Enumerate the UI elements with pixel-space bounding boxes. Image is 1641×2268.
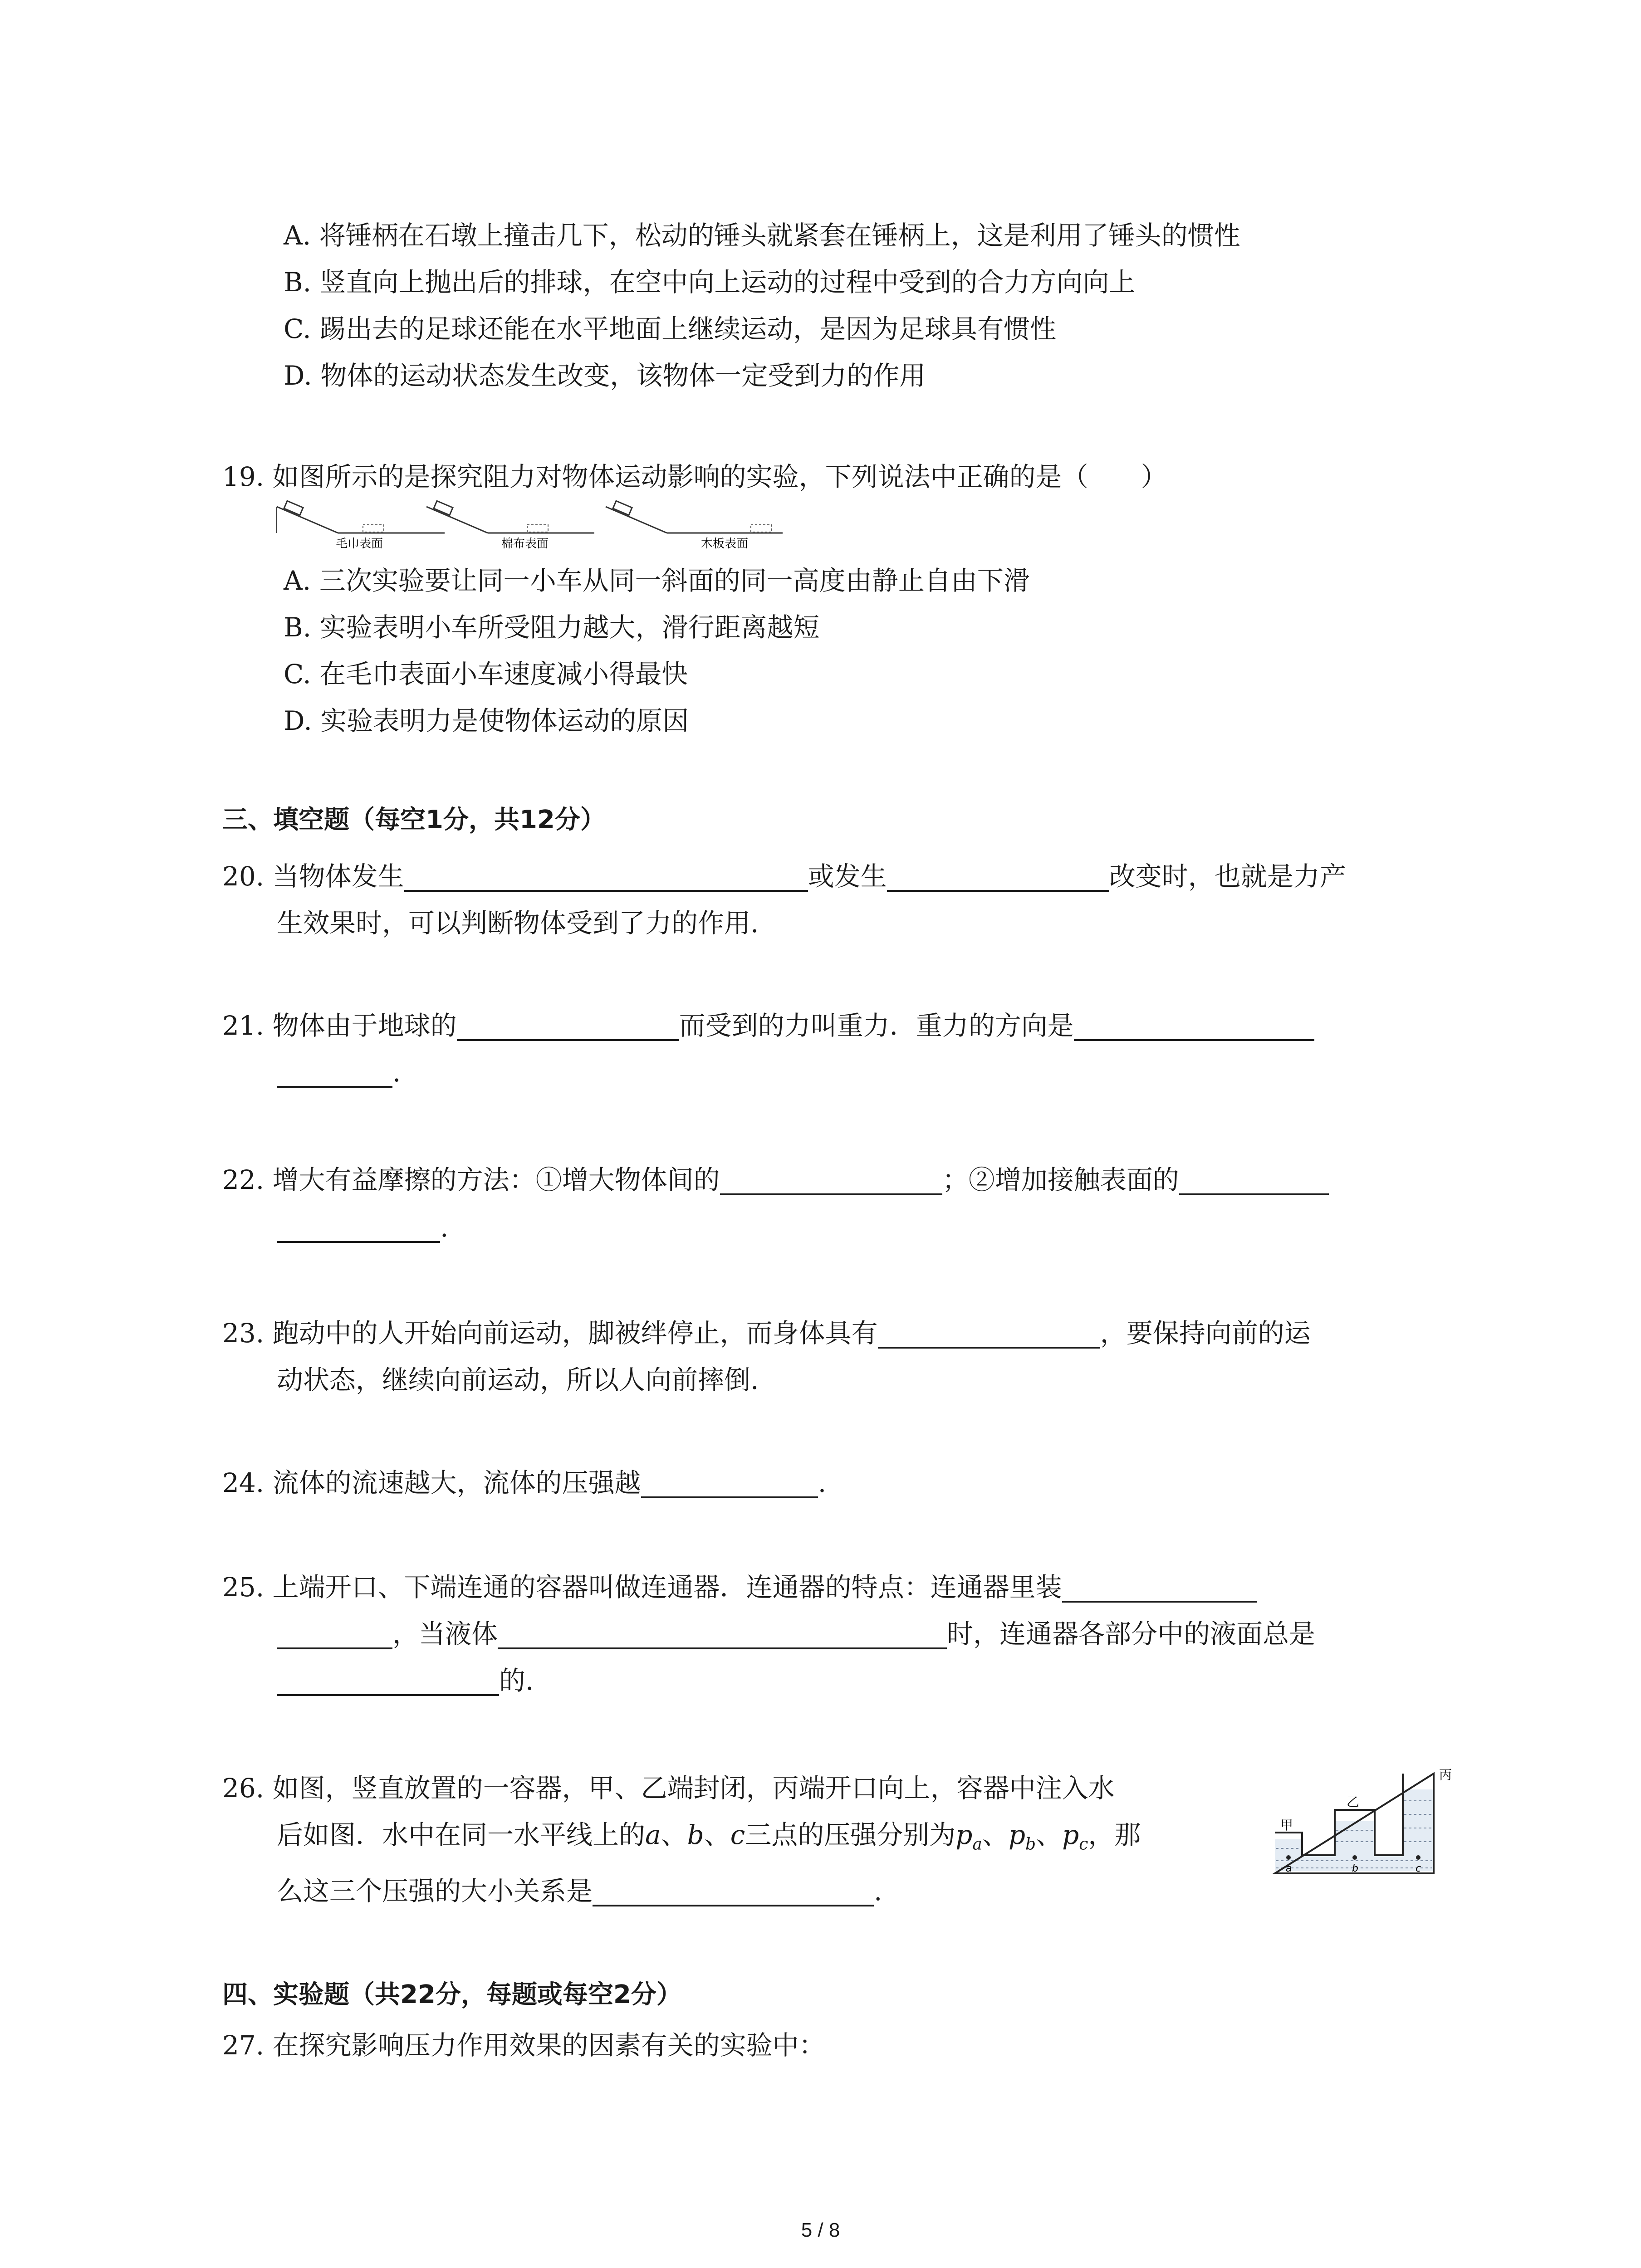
- label-bing: 丙: [1439, 1767, 1452, 1782]
- q19-option-a: A. 三次实验要让同一小车从同一斜面的同一高度由静止自由下滑: [284, 565, 1030, 596]
- q26-sep-2: 、: [704, 1819, 730, 1850]
- q23-text-a: 23. 跑动中的人开始向前运动，脚被绊停止，而身体具有: [222, 1318, 878, 1349]
- q18-option-d: D. 物体的运动状态发生改变，该物体一定受到力的作用: [284, 360, 926, 391]
- q23-text-b: ，要保持向前的运: [1100, 1318, 1311, 1349]
- q26-blank-1[interactable]: [593, 1880, 874, 1906]
- ramp-wood: [606, 501, 783, 551]
- q18-option-b: B. 竖直向上抛出后的排球，在空中向上运动的过程中受到的合力方向向上: [284, 267, 1136, 298]
- p-a: [955, 1819, 982, 1854]
- q24-text-a: 24. 流体的流速越大，流体的压强越: [222, 1467, 641, 1498]
- q24-line1: [222, 1467, 827, 1498]
- q20-text-c: 改变时，也就是力产: [1109, 861, 1346, 892]
- q22-blank-1[interactable]: [720, 1169, 942, 1195]
- p-c: [1062, 1819, 1088, 1854]
- surface-label-wood: 木板表面: [701, 537, 749, 551]
- q19-stem: 19. 如图所示的是探究阻力对物体运动影响的实验，下列说法中正确的是（ ）: [222, 461, 1167, 492]
- surface-label-towel: 毛巾表面: [336, 537, 383, 551]
- q20-line2: 生效果时，可以判断物体受到了力的作用.: [277, 908, 759, 938]
- q26-text-b3: ，那: [1088, 1819, 1141, 1850]
- q23-line1: [222, 1320, 1311, 1349]
- q25-line3: [277, 1667, 534, 1696]
- q21-end: .: [392, 1057, 401, 1088]
- q18-option-a: A. 将锤柄在石墩上撞击几下，松动的锤头就紧套在锤柄上，这是利用了锤头的惯性: [284, 220, 1240, 251]
- q22-end: .: [440, 1212, 449, 1243]
- q25-blank-2[interactable]: [498, 1623, 947, 1649]
- q21-line2: [277, 1059, 401, 1088]
- ramp-cotton: [426, 501, 594, 551]
- q22-blank-2-cont[interactable]: [277, 1217, 440, 1243]
- q21-text-a: 21. 物体由于地球的: [222, 1010, 457, 1041]
- q26-container-figure: [1270, 1765, 1456, 1882]
- q22-text-a: 22. 增大有益摩擦的方法：①增大物体间的: [222, 1164, 720, 1195]
- q25-text-d: 的.: [499, 1665, 534, 1696]
- q25-text-b: ，当液体: [392, 1618, 498, 1649]
- q23-line2: 动状态，继续向前运动，所以人向前摔倒.: [277, 1364, 759, 1395]
- q20-text-b: 或发生: [808, 861, 887, 892]
- point-c: [1416, 1855, 1421, 1860]
- q25-text-c: 时，连通器各部分中的液面总是: [947, 1618, 1316, 1649]
- q27-stem: 27. 在探究影响压力作用效果的因素有关的实验中：: [222, 2030, 825, 2061]
- p-c-symbol: p: [1062, 1819, 1079, 1850]
- point-b-label: b: [1352, 1863, 1358, 1874]
- point-b: [1352, 1855, 1357, 1860]
- q25-text-a: 25. 上端开口、下端连通的容器叫做连通器．连通器的特点：连通器里装: [222, 1572, 1062, 1603]
- q25-line2: [277, 1618, 1316, 1649]
- q26-end: .: [874, 1876, 882, 1906]
- q24-blank-1[interactable]: [641, 1472, 818, 1498]
- label-yi: 乙: [1347, 1794, 1360, 1809]
- ramp-towel: [277, 501, 445, 551]
- q26-line3: [277, 1878, 882, 1906]
- q20-text-a: 20. 当物体发生: [222, 861, 404, 892]
- q21-blank-2-cont[interactable]: [277, 1061, 392, 1088]
- q26-text-c: 么这三个压强的大小关系是: [277, 1876, 593, 1906]
- point-a: [1286, 1855, 1291, 1860]
- q25-blank-1-cont[interactable]: [277, 1623, 392, 1649]
- q24-end: .: [818, 1467, 827, 1498]
- label-jia: 甲: [1280, 1818, 1293, 1833]
- p-a-subscript: a: [972, 1835, 982, 1854]
- q26-sep-3: 、: [982, 1819, 1009, 1850]
- q22-line1: [222, 1164, 1329, 1195]
- var-b: b: [687, 1819, 704, 1850]
- q26-text-b1: 后如图．水中在同一水平线上的: [277, 1819, 646, 1850]
- q25-blank-3[interactable]: [277, 1670, 499, 1696]
- q21-line1: [222, 1012, 1314, 1041]
- p-b-symbol: p: [1008, 1819, 1026, 1850]
- q20-blank-2[interactable]: [887, 865, 1109, 892]
- q21-blank-2[interactable]: [1074, 1015, 1314, 1041]
- q26-line2: [277, 1819, 1141, 1854]
- section-3-heading: 三、填空题（每空1分，共12分）: [222, 805, 606, 835]
- q25-line1: [222, 1574, 1257, 1603]
- p-b: [1008, 1819, 1036, 1854]
- q21-blank-1[interactable]: [457, 1015, 679, 1041]
- surface-label-cotton: 棉布表面: [501, 537, 549, 551]
- q18-option-c: C. 踢出去的足球还能在水平地面上继续运动，是因为足球具有惯性: [284, 313, 1057, 344]
- point-c-label: c: [1416, 1863, 1421, 1874]
- point-a-label: a: [1286, 1863, 1292, 1874]
- q26-sep-4: 、: [1036, 1819, 1063, 1850]
- p-b-subscript: b: [1025, 1835, 1036, 1854]
- q20-line1: [222, 863, 1346, 892]
- page-number: 5 / 8: [801, 2219, 840, 2241]
- section-4-heading: 四、实验题（共22分，每题或每空2分）: [222, 1980, 682, 2009]
- var-a: a: [645, 1819, 661, 1850]
- q19-option-b: B. 实验表明小车所受阻力越大，滑行距离越短: [284, 612, 820, 643]
- q19-option-c: C. 在毛巾表面小车速度减小得最快: [284, 659, 688, 689]
- q22-blank-2[interactable]: [1179, 1169, 1329, 1195]
- q22-line2: [277, 1214, 448, 1243]
- q19-ramp-figure: [272, 497, 794, 551]
- p-a-symbol: p: [955, 1819, 973, 1850]
- var-c: c: [730, 1819, 745, 1850]
- q21-text-b: 而受到的力叫重力．重力的方向是: [679, 1010, 1074, 1041]
- q26-text-b2: 三点的压强分别为: [745, 1819, 956, 1850]
- p-c-subscript: c: [1079, 1835, 1088, 1854]
- q20-blank-1[interactable]: [404, 865, 808, 892]
- q25-blank-1[interactable]: [1062, 1576, 1257, 1603]
- q19-option-d: D. 实验表明力是使物体运动的原因: [284, 705, 689, 736]
- q22-text-b: ；②增加接触表面的: [942, 1164, 1179, 1195]
- q23-blank-1[interactable]: [878, 1322, 1100, 1349]
- q26-sep-1: 、: [661, 1819, 687, 1850]
- q26-line1: 26. 如图，竖直放置的一容器，甲、乙端封闭，丙端开口向上，容器中注入水: [222, 1773, 1115, 1804]
